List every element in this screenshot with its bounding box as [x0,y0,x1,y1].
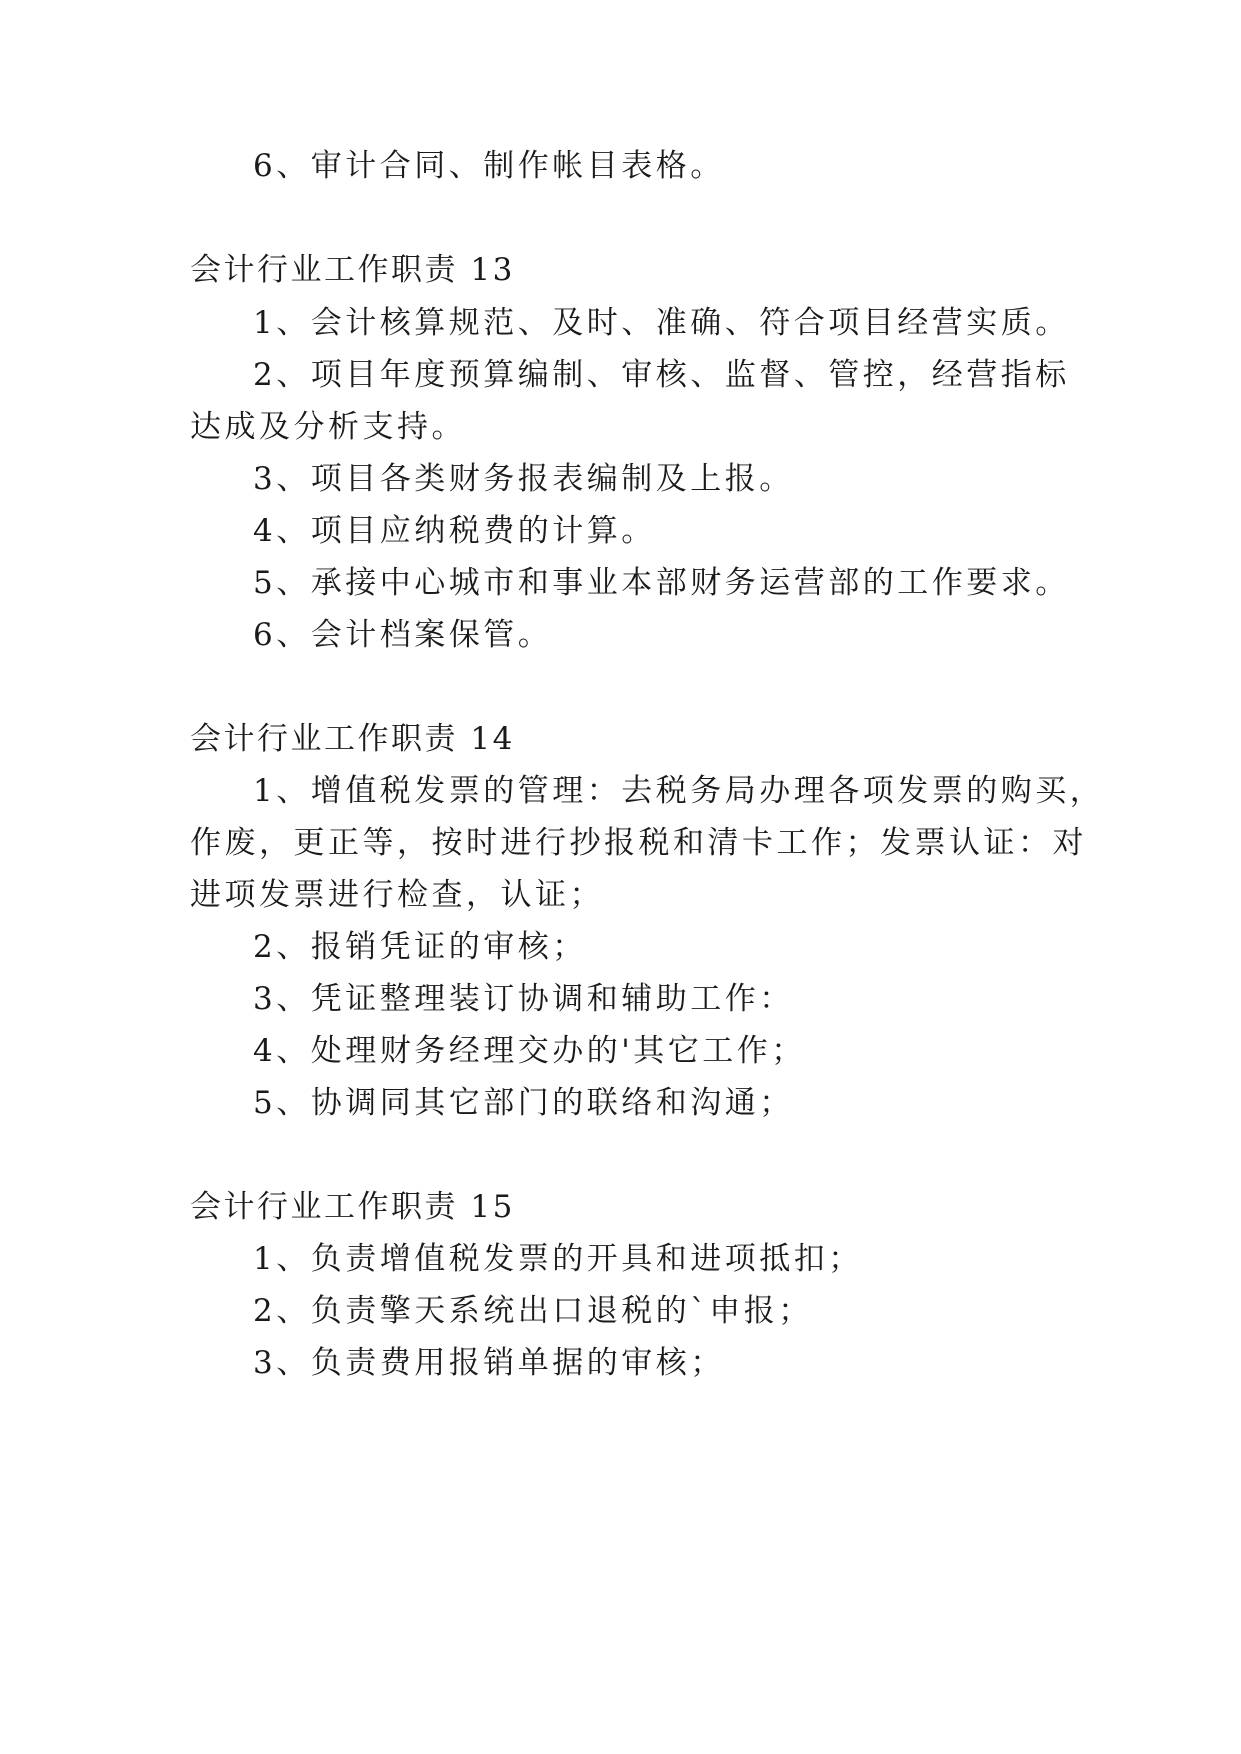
list-item: 2、负责擎天系统出口退税的`申报； [253,1293,813,1329]
list-item: 4、处理财务经理交办的'其它工作； [253,1033,806,1069]
list-item: 1、会计核算规范、及时、准确、符合项目经营实质。 [253,305,1070,341]
list-item: 1、增值税发票的管理：去税务局办理各项发票的购买， [253,773,1105,809]
list-item-continuation: 作废，更正等，按时进行抄报税和清卡工作；发票认证：对 [190,825,1087,861]
list-item: 5、承接中心城市和事业本部财务运营部的工作要求。 [253,565,1070,601]
list-item: 5、协调同其它部门的联络和沟通； [253,1085,794,1121]
list-item-continuation: 达成及分析支持。 [190,409,466,445]
list-item: 1、负责增值税发票的开具和进项抵扣； [253,1241,863,1277]
list-item: 2、报销凭证的审核； [253,929,587,965]
section-heading: 会计行业工作职责 14 [190,721,515,757]
list-item: 3、凭证整理装订协调和辅助工作： [253,981,794,1017]
list-item: 2、项目年度预算编制、审核、监督、管控，经营指标 [253,357,1070,393]
list-item-continuation: 进项发票进行检查，认证； [190,877,604,913]
list-item: 3、负责费用报销单据的审核； [253,1345,725,1381]
section-heading: 会计行业工作职责 15 [190,1189,515,1225]
list-item: 4、项目应纳税费的计算。 [253,513,656,549]
list-item: 3、项目各类财务报表编制及上报。 [253,461,794,497]
section-heading: 会计行业工作职责 13 [190,252,515,288]
list-item: 6、审计合同、制作帐目表格。 [253,148,725,184]
list-item: 6、会计档案保管。 [253,617,553,653]
